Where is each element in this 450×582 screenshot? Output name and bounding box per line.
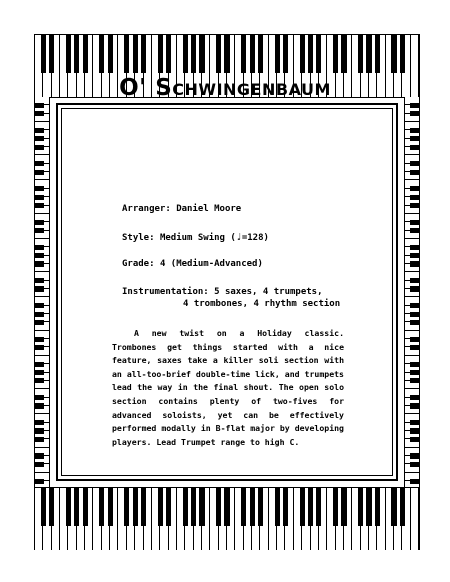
black-key [35,320,44,325]
black-key [300,35,305,73]
black-key [241,35,246,73]
black-key [410,403,419,408]
style-label: Style: [122,233,155,243]
black-key [400,488,405,526]
black-key [300,488,305,526]
black-key [410,428,419,433]
grade-label: Grade: [122,259,155,269]
black-key [410,462,419,467]
black-key [35,253,44,258]
black-key [133,488,138,526]
black-key [391,488,396,526]
black-key [216,35,221,73]
black-key [35,303,44,308]
black-key [99,35,104,73]
black-key [410,479,419,484]
page-title: O' Schwingenbaum [119,75,331,101]
black-key [391,35,396,73]
black-key [375,488,380,526]
black-key [410,453,419,458]
black-key [35,337,44,342]
black-key [74,488,79,526]
style-line [122,232,269,244]
black-key [410,245,419,250]
black-key [35,479,44,484]
black-key [199,35,204,73]
black-key [258,35,263,73]
black-key [410,370,419,375]
black-key [49,488,54,526]
keyboard-right-border [404,97,419,487]
black-key [410,320,419,325]
black-key [410,103,419,108]
instrumentation-line-2 [183,299,340,310]
black-key [216,488,221,526]
black-key [358,488,363,526]
black-key [35,136,44,141]
black-key [35,403,44,408]
black-key [49,35,54,73]
black-key [35,395,44,400]
black-key [366,35,371,73]
grade-line [122,259,263,270]
black-key [410,195,419,200]
black-key [366,488,371,526]
description-paragraph: A new twist on a Holiday classic. Trombones get things started with a nice feature, saxes take a killer soli section with an all-too-brief double-time lick, and trumpets lead the way in the final shout. The open solo section contains plenty of two-fives for advanced soloists, yet can be effectively performed modally in B-flat major by developing players. Lead Trumpet range to high C. [112,328,344,447]
black-key [410,203,419,208]
black-key [66,35,71,73]
instrumentation-line [122,287,323,298]
black-key [35,428,44,433]
black-key [141,488,146,526]
black-key [35,286,44,291]
black-key [410,286,419,291]
black-key [35,453,44,458]
black-key [35,362,44,367]
black-key [35,186,44,191]
black-key [341,488,346,526]
black-key [66,488,71,526]
black-key [124,488,129,526]
instrumentation-line1: 5 saxes, 4 trumpets, [214,287,323,297]
black-key [35,161,44,166]
black-key [141,35,146,73]
black-key [191,488,196,526]
black-key [410,145,419,150]
style-value: Medium Swing ( [159,233,236,243]
black-key [35,261,44,266]
black-key [35,312,44,317]
black-key [400,35,405,73]
black-key [410,170,419,175]
arranger-label: Arranger: [122,204,171,214]
black-key [183,35,188,73]
black-key [158,35,163,73]
black-key [410,128,419,133]
black-key [35,278,44,283]
black-key [35,437,44,442]
black-key [333,488,338,526]
black-key [83,35,88,73]
black-key [133,35,138,73]
black-key [316,488,321,526]
black-key [410,395,419,400]
black-key [358,35,363,73]
black-key [308,488,313,526]
black-key [35,345,44,350]
quarter-note-icon: ♩ [235,232,242,243]
black-key [410,220,419,225]
black-key [74,35,79,73]
black-key [375,35,380,73]
white-key [411,488,419,550]
black-key [199,488,204,526]
black-key [410,337,419,342]
black-key [275,35,280,73]
black-key [41,488,46,526]
black-key [35,228,44,233]
black-key [250,488,255,526]
black-key [283,35,288,73]
black-key [166,35,171,73]
black-key [35,128,44,133]
black-key [258,488,263,526]
black-key [41,35,46,73]
black-key [410,378,419,383]
black-key [108,488,113,526]
black-key [410,345,419,350]
black-key [35,170,44,175]
arranger-line [122,204,241,215]
black-key [224,35,229,73]
black-key [35,220,44,225]
black-key [224,488,229,526]
black-key [410,161,419,166]
black-key [83,488,88,526]
black-key [35,462,44,467]
black-key [410,278,419,283]
arranger-value: Daniel Moore [176,204,242,214]
black-key [35,145,44,150]
black-key [275,488,280,526]
black-key [410,111,419,116]
instrumentation-label: Instrumentation: [122,287,209,297]
black-key [283,488,288,526]
black-key [35,111,44,116]
keyboard-left-border [35,97,50,487]
black-key [99,488,104,526]
black-key [410,420,419,425]
black-key [410,136,419,141]
black-key [410,437,419,442]
black-key [410,228,419,233]
black-key [166,488,171,526]
black-key [410,261,419,266]
black-key [308,35,313,73]
black-key [124,35,129,73]
black-key [316,35,321,73]
black-key [341,35,346,73]
black-key [158,488,163,526]
black-key [35,103,44,108]
black-key [410,312,419,317]
tempo-value: =128) [241,233,269,243]
keyboard-bottom-border [35,487,419,550]
instrumentation-line2: 4 trombones, 4 rhythm section [183,299,341,309]
black-key [35,195,44,200]
black-key [35,203,44,208]
black-key [410,303,419,308]
black-key [333,35,338,73]
black-key [250,35,255,73]
black-key [35,245,44,250]
black-key [241,488,246,526]
grade-value: 4 (Medium-Advanced) [159,259,263,269]
black-key [35,378,44,383]
black-key [410,186,419,191]
black-key [410,253,419,258]
black-key [35,370,44,375]
black-key [35,420,44,425]
black-key [191,35,196,73]
black-key [108,35,113,73]
black-key [410,362,419,367]
black-key [183,488,188,526]
